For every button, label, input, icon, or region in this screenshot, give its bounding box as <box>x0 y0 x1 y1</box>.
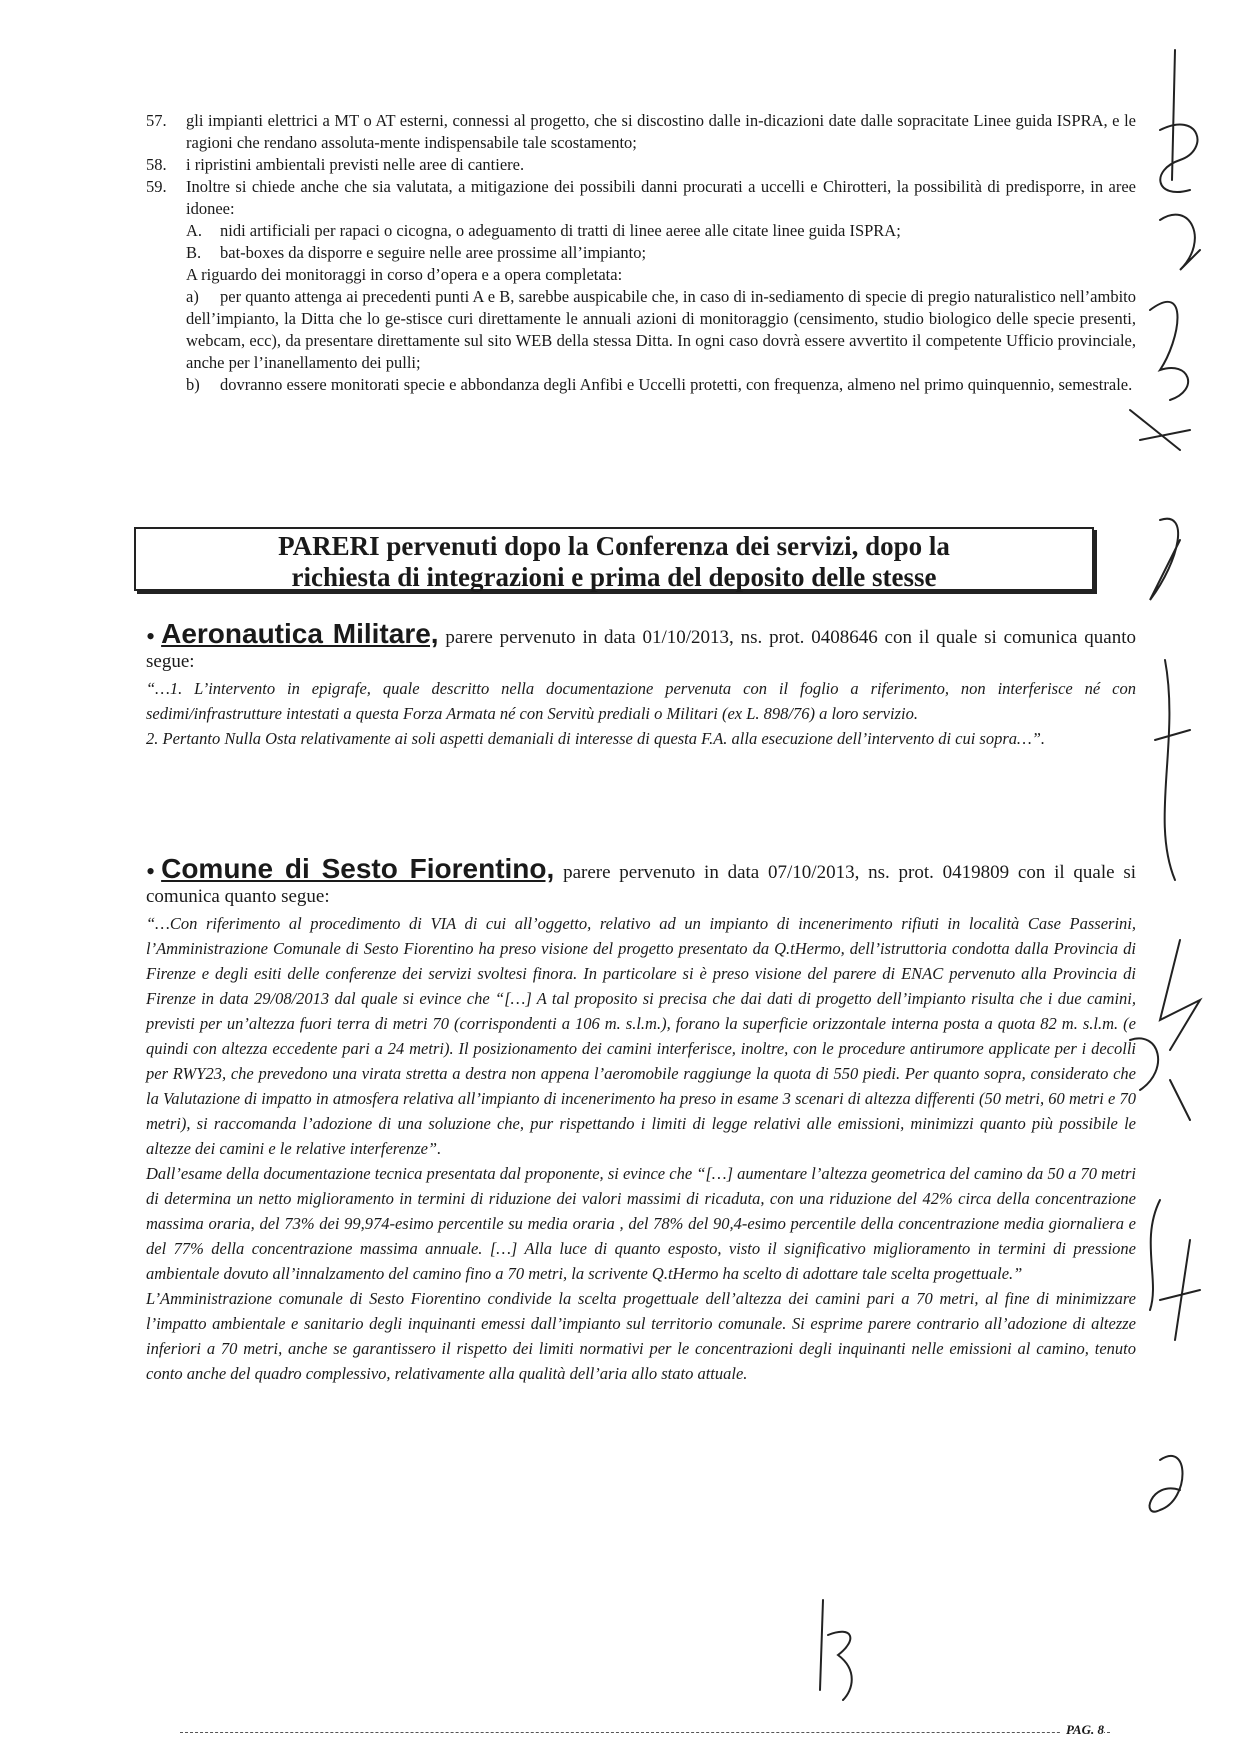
footer-rule <box>180 1732 1110 1733</box>
opinion-quote: 2. Pertanto Nulla Osta relativamente ai soli aspetti demaniali di interesse di questa F.A. alla esecuzione dell’intervento di cui sopra…”. <box>146 729 1046 748</box>
signature-mark <box>1150 1200 1160 1310</box>
list-item <box>146 154 1136 176</box>
monitoring-label: a) <box>186 287 199 306</box>
signature-mark <box>820 1600 852 1700</box>
monitoring-text: dovranno essere monitorati specie e abbondanza degli Anfibi e Uccelli protetti, con frequenza, almeno nel primo quinquennio, semestrale. <box>220 375 1133 394</box>
list-item <box>146 110 1136 154</box>
opinion-aeronautica <box>146 618 1136 751</box>
opinion-quote: Dall’esame della documentazione tecnica presentata dal proponente, si evince che “[…] aumentare l’altezza geometrica del camino da 50 a 70 metri di determina un netto miglioramento in termini di riduzione dei valori massimi di ricaduta, con una riduzione del 42% circa della concentrazione massima oraria, del 73% dei 99,974-esimo percentile su media oraria , del 78% del 90,4-esimo percentile della concentrazione media giornaliera e del 77% della concentrazione massima annuale. […] Alla luce di quanto esposto, visto il significativo miglioramento in termini di pressione ambientale dovuto all’innalzamento del camino fino a 70 metri, la scrivente Q.tHermo ha scelto di adottare tale scelta progettuale.” <box>146 1164 1136 1283</box>
bullet: • <box>146 622 156 651</box>
signature-mark <box>1160 50 1197 192</box>
sub-item <box>146 220 1136 242</box>
monitoring-item <box>146 286 1136 374</box>
item-number: 59. <box>146 177 167 196</box>
sub-item-label: A. <box>186 221 203 240</box>
opinion-quote: “…1. L’intervento in epigrafe, quale descritto nella documentazione pervenuta con il foglio a riferimento, non interferisce né con sedimi/infrastrutture intestati a questa Forza Armata né con Servitù prediali o Militari (ex L. 898/76) a loro servizio. <box>146 679 1136 723</box>
sub-item <box>146 242 1136 264</box>
opinion-sesto-fiorentino <box>146 853 1137 1386</box>
organization-name: Comune di Sesto Fiorentino, <box>161 853 555 884</box>
signature-mark <box>1160 215 1200 270</box>
opinion-quote: L’Amministrazione comunale di Sesto Fiorentino condivide la scelta progettuale dell’altezza dei camini pari a 70 metri, al fine di minimizzare l’impatto ambientale e sanitario degli inquinanti emessi dall’impianto sul territorio comunale. Si esprime parere contrario all’adozione di altezze inferiori a 70 metri, anche se garantissero il rispetto dei limiti normativi per le concentrazioni degli inquinanti nelle emissioni al camino, tenuto conto anche del quadro complessivo, relativamente alla qualità dell’aria allo stato attuale. <box>146 1289 1136 1383</box>
section-title-line: richiesta di integrazioni e prima del deposito delle stesse <box>291 562 937 592</box>
sub-item-label: B. <box>186 243 202 262</box>
handwritten-initial <box>808 1595 878 1705</box>
opinion-intro: parere pervenuto in data 07/10/2013, ns. prot. 0419809 con il quale si comunica quanto segue: <box>146 862 1137 907</box>
signature-mark <box>1150 302 1188 400</box>
item-number: 57. <box>146 111 167 130</box>
opinion-heading <box>146 618 1136 674</box>
section-title-box <box>134 527 1094 591</box>
monitoring-item <box>146 374 1136 396</box>
signature-mark <box>1160 940 1200 1050</box>
list-item <box>146 176 1136 220</box>
monitoring-intro: A riguardo dei monitoraggi in corso d’opera e a opera completata: <box>186 265 623 284</box>
signature-mark <box>1150 1456 1183 1512</box>
monitoring-label: b) <box>186 375 200 394</box>
item-text: gli impianti elettrici a MT o AT esterni, connessi al progetto, che si discostino dalle in-dicazioni date dalle sopracitate Linee guida ISPRA, e le ragioni che rendano assoluta-mente indispensabile tale scostamento; <box>186 111 1136 152</box>
section-title-line: PARERI pervenuti dopo la Conferenza dei servizi, dopo la <box>278 531 950 561</box>
sub-item-text: bat-boxes da disporre e seguire nelle aree prossime all’impianto; <box>220 243 647 262</box>
opinion-heading <box>146 853 1137 909</box>
monitoring-text: per quanto attenga ai precedenti punti A e B, sarebbe auspicabile che, in caso di in-sediamento di specie di pregio naturalistico nell’ambito dell’impianto, la Ditta che lo ge-stisce curi direttamente le annuali azioni di monitoraggio (censimento, studio biologico delle specie presenti, webcam, ecc), da presentare direttamente sul sito WEB della stessa Ditta. In ogni caso dovrà essere avvertito il competente Ufficio provinciale, anche per l’inanellamento dei pulli; <box>186 287 1136 372</box>
signature-mark <box>1155 660 1190 880</box>
opinion-intro: parere pervenuto in data 01/10/2013, ns. prot. 0408646 con il quale si comunica quanto segue: <box>146 627 1136 672</box>
page-number: PAG. 8 <box>1060 1722 1104 1738</box>
signature-mark <box>1150 519 1180 600</box>
organization-name: Aeronautica Militare, <box>161 618 439 649</box>
bullet: • <box>146 857 156 886</box>
item-text: i ripristini ambientali previsti nelle aree di cantiere. <box>186 155 525 174</box>
item-number: 58. <box>146 155 167 174</box>
opinion-quote: “…Con riferimento al procedimento di VIA di cui all’oggetto, relativo ad un impianto di incenerimento rifiuti in località Case Passerini, l’Amministrazione Comunale di Sesto Fiorentino ha preso visione del progetto presentato da Q.tHermo, dell’istruttoria condotta dalla Provincia di Firenze e degli esiti delle conferenze dei servizi svoltesi finora. In particolare si è preso visione del parere di ENAC pervenuto alla Provincia di Firenze in data 29/08/2013 dal quale si evince che “[…] A tal proposito si precisa che dai dati di progetto dell’impianto risulta che i due camini, previsti per un’altezza fuori terra di metri 70 (corrispondenti a 106 m. s.l.m.), forano la superficie orizzontale interna posta a quota 82 m. s.l.m. (e quindi con altezza eccedente pari a 24 metri). Il posizionamento dei camini interferisce, inoltre, con le procedure antirumore applicate per i decolli per RWY23, che prevedono una virata stretta a destra non appena l’aeromobile raggiunge la quota di 550 piedi. Per quanto sopra, considerato che la Valutazione di impatto in atmosfera relativa all’impianto di incenerimento ha preso in esame 3 scenari di altezza differenti (50 metri, 60 metri e 70 metri), si raccomanda l’adozione di una soluzione che, pur rispettando i limiti di legge relativi alle emissioni, minimizzi quanto più possibile le altezze dei camini e le relative interferenze”. <box>146 914 1136 1158</box>
numbered-list <box>146 110 1136 396</box>
margin-signatures <box>1120 40 1230 1570</box>
signature-mark <box>1130 1038 1190 1120</box>
item-text: Inoltre si chiede anche che sia valutata, a mitigazione dei possibili danni procurati a uccelli e Chirotteri, la possibilità di predisporre, in aree idonee: <box>186 177 1136 218</box>
signature-mark <box>1130 410 1190 450</box>
sub-item-text: nidi artificiali per rapaci o cicogna, o adeguamento di tratti di linee aeree alle citate linee guida ISPRA; <box>220 221 901 240</box>
signature-mark <box>1160 1240 1200 1340</box>
